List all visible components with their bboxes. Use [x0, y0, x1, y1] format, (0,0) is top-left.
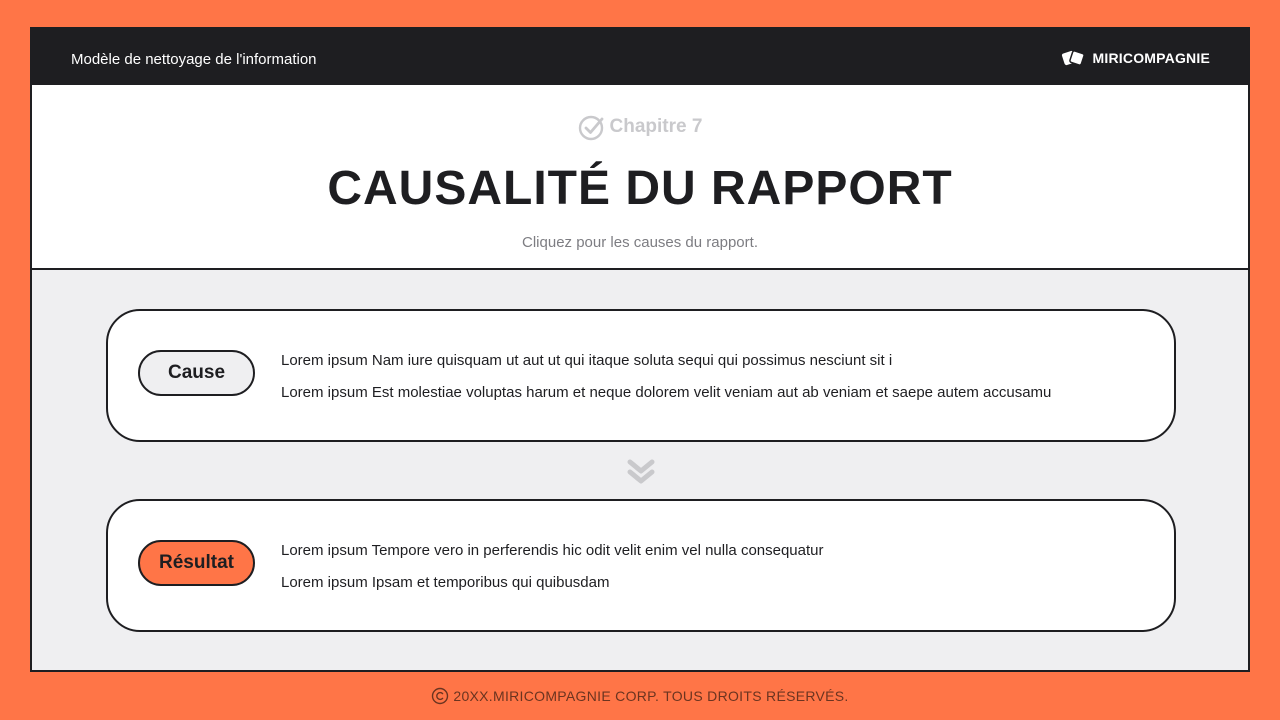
page-title: CAUSALITÉ DU RAPPORT: [327, 162, 953, 215]
check-circle-icon: [578, 113, 606, 141]
result-text: [281, 541, 824, 605]
page-subtitle[interactable]: Cliquez pour les causes du rapport.: [522, 234, 758, 251]
copyright-text: 20XX.MIRICOMPAGNIE CORP. TOUS DROITS RÉSERVÉS.: [453, 688, 849, 704]
cause-card: [106, 309, 1176, 442]
double-chevron-down-icon: [625, 457, 657, 487]
footer: [0, 687, 1280, 705]
cause-line: Lorem ipsum Nam iure quisquam ut aut ut qui itaque soluta sequi qui possimus nesciunt sit i: [281, 352, 893, 369]
header-area: [32, 85, 1248, 270]
chapter-label: Chapitre 7: [609, 116, 703, 137]
cause-label-badge: Cause: [138, 350, 255, 396]
chapter-tag: [32, 113, 1248, 141]
copyright-icon: [431, 687, 449, 705]
result-line: Lorem ipsum Ipsam et temporibus qui quibusdam: [281, 574, 610, 591]
result-card: [106, 499, 1176, 632]
cause-text: [281, 351, 1051, 415]
brand: [1061, 49, 1210, 67]
cause-line: Lorem ipsum Est molestiae voluptas harum et neque dolorem velit veniam aut ab veniam et saepe autem accusamu: [281, 384, 1052, 401]
slide: [30, 27, 1250, 672]
result-line: Lorem ipsum Tempore vero in perferendis hic odit velit enim vel nulla consequatur: [281, 542, 824, 559]
result-label-badge: Résultat: [138, 540, 255, 586]
document-title: Modèle de nettoyage de l'information: [71, 51, 317, 68]
brand-name: MIRICOMPAGNIE: [1092, 50, 1210, 66]
top-bar: [32, 29, 1248, 85]
cards-logo-icon: [1061, 49, 1085, 67]
